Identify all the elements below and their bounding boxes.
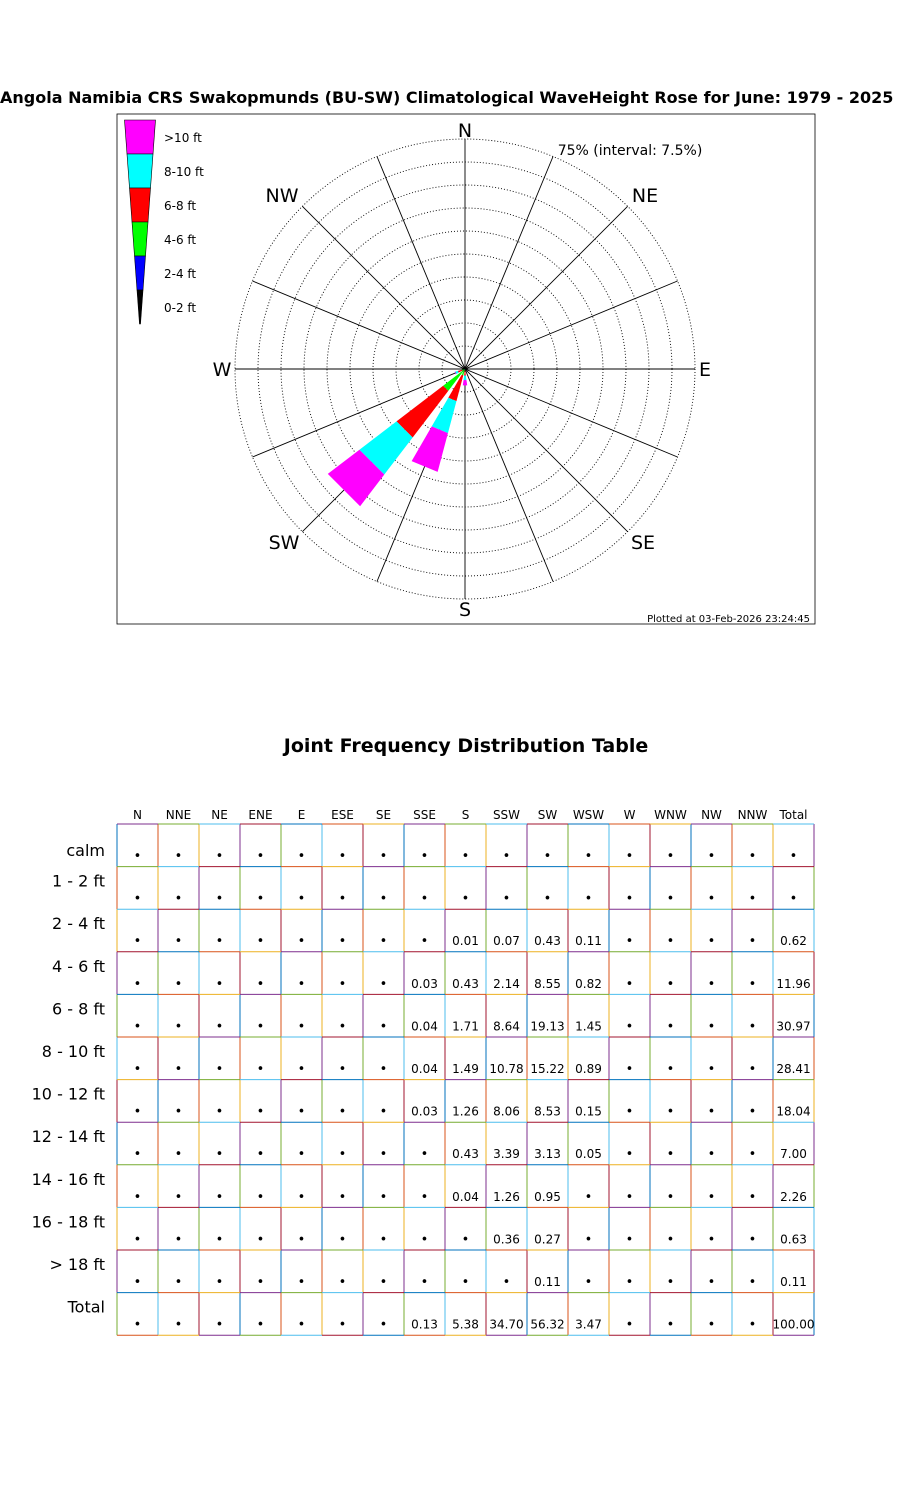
table-cell-empty: • [379, 1147, 388, 1163]
table-cell-empty: • [133, 891, 142, 907]
compass-label-n: N [457, 120, 473, 142]
column-header-sw: SW [537, 808, 558, 822]
row-label: 16 - 18 ft [31, 1212, 105, 1232]
compass-label-nw: NW [265, 185, 299, 207]
table-cell-value: 28.41 [776, 1062, 811, 1076]
table-cell-value: 0.03 [411, 976, 438, 991]
table-cell-empty: • [297, 934, 306, 950]
table-cell-empty: • [666, 1062, 675, 1077]
table-cell-value: 10.78 [489, 1062, 524, 1076]
table-cell-empty: • [174, 1104, 183, 1120]
table-cell-empty: • [666, 1317, 675, 1333]
table-cell-empty: • [256, 1019, 265, 1035]
row-label: 1 - 2 ft [51, 871, 105, 891]
table-cell-empty: • [133, 1275, 142, 1290]
table-cell-empty: • [133, 934, 142, 950]
table-cell-empty: • [297, 1104, 306, 1120]
table-cell-value: 0.27 [534, 1232, 561, 1247]
table-cell-empty: • [379, 1104, 388, 1120]
table-cell-value: 0.11 [780, 1275, 807, 1289]
table-cell-empty: • [379, 1189, 388, 1205]
column-header-ssw: SSW [492, 808, 521, 822]
table-cell-empty: • [215, 1275, 224, 1290]
column-header-wsw: WSW [572, 808, 605, 822]
table-cell-empty: • [174, 1232, 183, 1248]
row-label: 6 - 8 ft [51, 999, 105, 1019]
table-cell-value: 0.43 [452, 1147, 479, 1162]
legend-label-1: 8-10 ft [164, 165, 204, 179]
table-cell-empty: • [748, 849, 757, 864]
table-cell-empty: • [338, 1147, 347, 1163]
compass-label-ne: NE [631, 185, 659, 207]
table-cell-empty: • [379, 1062, 388, 1077]
legend-label-2: 6-8 ft [164, 199, 197, 213]
row-label: 2 - 4 ft [51, 914, 105, 934]
table-cell-empty: • [502, 849, 511, 864]
compass-label-w: W [212, 359, 232, 381]
table-cell-value: 8.55 [534, 976, 561, 991]
legend-label-3: 4-6 ft [164, 233, 197, 247]
table-cell-value: 11.96 [776, 976, 811, 991]
table-cell-empty: • [133, 1232, 142, 1248]
table-cell-value: 0.03 [411, 1104, 438, 1119]
table-cell-empty: • [420, 1147, 429, 1163]
table-cell-empty: • [133, 1317, 142, 1333]
table-cell-empty: • [215, 1147, 224, 1163]
table-cell-empty: • [133, 1147, 142, 1163]
table-cell-value: 0.95 [534, 1189, 561, 1204]
column-header-total: Total [779, 808, 808, 822]
table-cell-empty: • [625, 849, 634, 864]
table-cell-empty: • [625, 1104, 634, 1120]
column-header-e: E [297, 808, 306, 822]
table-cell-value: 0.11 [534, 1275, 561, 1289]
table-cell-empty: • [215, 1104, 224, 1120]
table-cell-empty: • [420, 1275, 429, 1290]
table-cell-value: 8.53 [534, 1104, 561, 1119]
table-cell-empty: • [666, 1019, 675, 1035]
table-cell-empty: • [789, 849, 798, 864]
table-cell-empty: • [748, 1147, 757, 1163]
table-cell-empty: • [420, 849, 429, 864]
table-cell-empty: • [174, 891, 183, 907]
table-cell-empty: • [707, 1232, 716, 1248]
table-cell-empty: • [789, 891, 798, 907]
table-cell-value: 3.13 [534, 1147, 561, 1162]
table-cell-value: 0.82 [575, 976, 602, 991]
table-cell-empty: • [625, 1189, 634, 1205]
row-label: calm [66, 841, 105, 860]
column-header-w: W [623, 808, 636, 822]
table-cell-empty: • [625, 976, 634, 992]
table-cell-value: 0.89 [575, 1062, 602, 1076]
table-cell-empty: • [420, 934, 429, 950]
table-cell-value: 0.13 [411, 1317, 438, 1332]
table-cell-empty: • [215, 891, 224, 907]
table-cell-empty: • [461, 1275, 470, 1290]
rose-title: Angola Namibia CRS Swakopmunds (BU-SW) Climatological WaveHeight Rose for June: 1979 - 2025 [0, 88, 894, 107]
table-cell-empty: • [707, 976, 716, 992]
compass-label-e: E [698, 359, 712, 381]
table-cell-empty: • [174, 1317, 183, 1333]
table-cell-value: 30.97 [776, 1019, 811, 1034]
column-header-nnw: NNW [737, 808, 768, 822]
table-cell-empty: • [256, 1147, 265, 1163]
table-cell-empty: • [338, 891, 347, 907]
table-cell-empty: • [297, 1275, 306, 1290]
table-cell-value: 0.43 [452, 976, 479, 991]
table-cell-empty: • [666, 976, 675, 992]
table-cell-empty: • [666, 1147, 675, 1163]
row-label: 8 - 10 ft [41, 1042, 105, 1061]
table-cell-empty: • [338, 1104, 347, 1120]
table-cell-value: 5.38 [452, 1317, 479, 1332]
table-cell-empty: • [666, 934, 675, 950]
table-cell-empty: • [338, 1062, 347, 1077]
table-cell-value: 0.04 [411, 1062, 438, 1076]
table-cell-empty: • [133, 1189, 142, 1205]
table-cell-empty: • [215, 976, 224, 992]
table-cell-empty: • [215, 1232, 224, 1248]
table-cell-empty: • [174, 1147, 183, 1163]
table-cell-value: 8.64 [493, 1019, 520, 1034]
table-cell-value: 19.13 [530, 1019, 565, 1034]
row-label: 4 - 6 ft [51, 956, 105, 976]
table-cell-empty: • [461, 849, 470, 864]
table-cell-empty: • [379, 1275, 388, 1290]
column-header-n: N [133, 808, 142, 822]
table-cell-empty: • [297, 891, 306, 907]
table-cell-empty: • [215, 849, 224, 864]
table-cell-empty: • [666, 891, 675, 907]
column-header-ne: NE [211, 808, 228, 822]
compass-label-se: SE [630, 532, 656, 554]
table-cell-empty: • [338, 1189, 347, 1205]
table-cell-value: 100.00 [772, 1317, 815, 1332]
table-cell-empty: • [666, 1232, 675, 1248]
table-cell-empty: • [215, 934, 224, 950]
table-cell-empty: • [174, 1019, 183, 1035]
table-cell-empty: • [297, 1317, 306, 1333]
table-cell-empty: • [379, 1232, 388, 1248]
table-cell-empty: • [215, 1189, 224, 1205]
table-cell-value: 7.00 [780, 1147, 807, 1162]
table-cell-empty: • [502, 1275, 511, 1290]
table-cell-empty: • [625, 1275, 634, 1290]
table-cell-empty: • [748, 1189, 757, 1205]
table-cell-empty: • [707, 891, 716, 907]
table-cell-empty: • [625, 1062, 634, 1077]
table-cell-empty: • [174, 1189, 183, 1205]
table-cell-empty: • [748, 1232, 757, 1248]
table-cell-empty: • [748, 934, 757, 950]
column-header-wnw: WNW [654, 808, 687, 822]
compass-label-s: S [458, 599, 472, 621]
table-cell-empty: • [338, 1019, 347, 1035]
table-cell-empty: • [256, 849, 265, 864]
table-cell-empty: • [707, 1104, 716, 1120]
table-cell-empty: • [707, 1019, 716, 1035]
table-cell-empty: • [256, 976, 265, 992]
table-cell-empty: • [707, 1189, 716, 1205]
table-cell-empty: • [256, 1104, 265, 1120]
table-cell-empty: • [338, 934, 347, 950]
table-cell-empty: • [338, 1317, 347, 1333]
table-cell-value: 0.07 [493, 934, 520, 949]
table-cell-empty: • [174, 976, 183, 992]
table-cell-empty: • [338, 849, 347, 864]
table-cell-empty: • [256, 1062, 265, 1077]
table-cell-empty: • [707, 849, 716, 864]
table-cell-value: 1.49 [452, 1062, 479, 1076]
table-cell-empty: • [379, 934, 388, 950]
table-cell-empty: • [420, 1189, 429, 1205]
table-cell-empty: • [625, 891, 634, 907]
table-cell-empty: • [748, 1275, 757, 1290]
table-cell-empty: • [256, 1275, 265, 1290]
table-cell-empty: • [379, 891, 388, 907]
table-cell-empty: • [666, 849, 675, 864]
row-label: 10 - 12 ft [31, 1084, 105, 1104]
column-header-se: SE [375, 808, 392, 822]
table-cell-empty: • [707, 1147, 716, 1163]
table-cell-value: 3.39 [493, 1147, 520, 1162]
table-cell-empty: • [748, 1104, 757, 1120]
table-cell-empty: • [625, 934, 634, 950]
table-cell-empty: • [625, 1232, 634, 1248]
table-cell-value: 15.22 [530, 1062, 565, 1076]
table-cell-empty: • [379, 849, 388, 864]
table-cell-value: 0.36 [493, 1232, 520, 1247]
column-header-sse: SSE [413, 808, 436, 822]
table-cell-value: 34.70 [489, 1317, 524, 1332]
table-cell-empty: • [174, 1062, 183, 1077]
column-header-nw: NW [701, 808, 722, 822]
table-cell-empty: • [256, 1189, 265, 1205]
table-cell-value: 0.05 [575, 1147, 602, 1162]
table-cell-empty: • [707, 1275, 716, 1290]
table-cell-empty: • [297, 1019, 306, 1035]
table-cell-empty: • [297, 1062, 306, 1077]
ring-scale-label: 75% (interval: 7.5%) [557, 143, 703, 159]
table-cell-empty: • [461, 1232, 470, 1248]
table-cell-empty: • [584, 1275, 593, 1290]
table-cell-empty: • [379, 976, 388, 992]
table-cell-empty: • [748, 891, 757, 907]
column-header-nne: NNE [165, 808, 192, 822]
table-cell-empty: • [584, 1189, 593, 1205]
table-cell-empty: • [338, 1275, 347, 1290]
table-cell-value: 2.26 [780, 1189, 807, 1204]
table-cell-empty: • [133, 1104, 142, 1120]
table-cell-empty: • [338, 1232, 347, 1248]
row-label: 12 - 14 ft [31, 1127, 105, 1147]
plotted-at-footer: Plotted at 03-Feb-2026 23:24:45 [647, 614, 810, 625]
table-cell-empty: • [256, 934, 265, 950]
table-cell-empty: • [707, 1317, 716, 1333]
table-cell-empty: • [215, 1062, 224, 1077]
legend-label-0: >10 ft [164, 131, 202, 145]
table-cell-empty: • [297, 1147, 306, 1163]
table-cell-value: 0.04 [452, 1189, 479, 1204]
table-cell-empty: • [461, 891, 470, 907]
table-cell-empty: • [133, 976, 142, 992]
table-cell-empty: • [543, 849, 552, 864]
table-cell-value: 1.26 [452, 1104, 479, 1119]
table-cell-empty: • [748, 1019, 757, 1035]
column-header-ene: ENE [248, 808, 273, 822]
table-cell-empty: • [379, 1019, 388, 1035]
table-title: Joint Frequency Distribution Table [283, 735, 649, 757]
table-cell-empty: • [420, 1232, 429, 1248]
table-cell-empty: • [297, 849, 306, 864]
table-cell-value: 0.62 [780, 934, 807, 949]
table-cell-empty: • [625, 1317, 634, 1333]
table-cell-value: 18.04 [776, 1104, 811, 1119]
table-cell-empty: • [584, 891, 593, 907]
table-cell-empty: • [133, 1019, 142, 1035]
table-cell-empty: • [748, 1062, 757, 1077]
legend-label-5: 0-2 ft [164, 301, 197, 315]
table-cell-value: 2.14 [493, 976, 520, 991]
table-cell-empty: • [133, 849, 142, 864]
table-cell-empty: • [256, 891, 265, 907]
table-cell-empty: • [133, 1062, 142, 1077]
table-cell-empty: • [174, 849, 183, 864]
table-cell-value: 8.06 [493, 1104, 520, 1119]
table-cell-empty: • [174, 934, 183, 950]
column-header-s: S [461, 808, 470, 822]
table-cell-empty: • [584, 849, 593, 864]
table-cell-empty: • [256, 1232, 265, 1248]
table-cell-empty: • [338, 976, 347, 992]
table-cell-empty: • [543, 891, 552, 907]
table-cell-empty: • [707, 934, 716, 950]
table-cell-value: 0.43 [534, 934, 561, 949]
table-cell-empty: • [707, 1062, 716, 1077]
table-cell-value: 0.01 [452, 934, 479, 949]
table-cell-value: 0.15 [575, 1104, 602, 1119]
table-cell-empty: • [748, 1317, 757, 1333]
table-cell-empty: • [215, 1019, 224, 1035]
table-cell-empty: • [666, 1275, 675, 1290]
table-cell-value: 0.04 [411, 1019, 438, 1034]
column-header-ese: ESE [331, 808, 354, 822]
table-cell-value: 1.45 [575, 1019, 602, 1034]
row-label: 14 - 16 ft [31, 1169, 105, 1189]
table-cell-empty: • [584, 1232, 593, 1248]
table-cell-value: 1.26 [493, 1189, 520, 1204]
table-cell-empty: • [297, 1232, 306, 1248]
table-cell-empty: • [297, 976, 306, 992]
table-cell-empty: • [748, 976, 757, 992]
table-cell-value: 1.71 [452, 1019, 479, 1034]
table-cell-empty: • [379, 1317, 388, 1333]
table-cell-empty: • [256, 1317, 265, 1333]
table-cell-empty: • [420, 891, 429, 907]
table-cell-empty: • [174, 1275, 183, 1290]
table-cell-empty: • [215, 1317, 224, 1333]
table-cell-empty: • [502, 891, 511, 907]
table-cell-value: 0.11 [575, 934, 602, 949]
table-cell-empty: • [625, 1147, 634, 1163]
table-cell-value: 3.47 [575, 1317, 602, 1332]
row-label: > 18 ft [49, 1255, 105, 1274]
table-cell-value: 0.63 [780, 1232, 807, 1247]
table-cell-value: 56.32 [530, 1317, 565, 1332]
row-label: Total [67, 1297, 105, 1317]
compass-label-sw: SW [268, 532, 300, 554]
table-cell-empty: • [297, 1189, 306, 1205]
table-cell-empty: • [625, 1019, 634, 1035]
table-cell-empty: • [666, 1189, 675, 1205]
legend-label-4: 2-4 ft [164, 267, 197, 281]
table-cell-empty: • [666, 1104, 675, 1120]
